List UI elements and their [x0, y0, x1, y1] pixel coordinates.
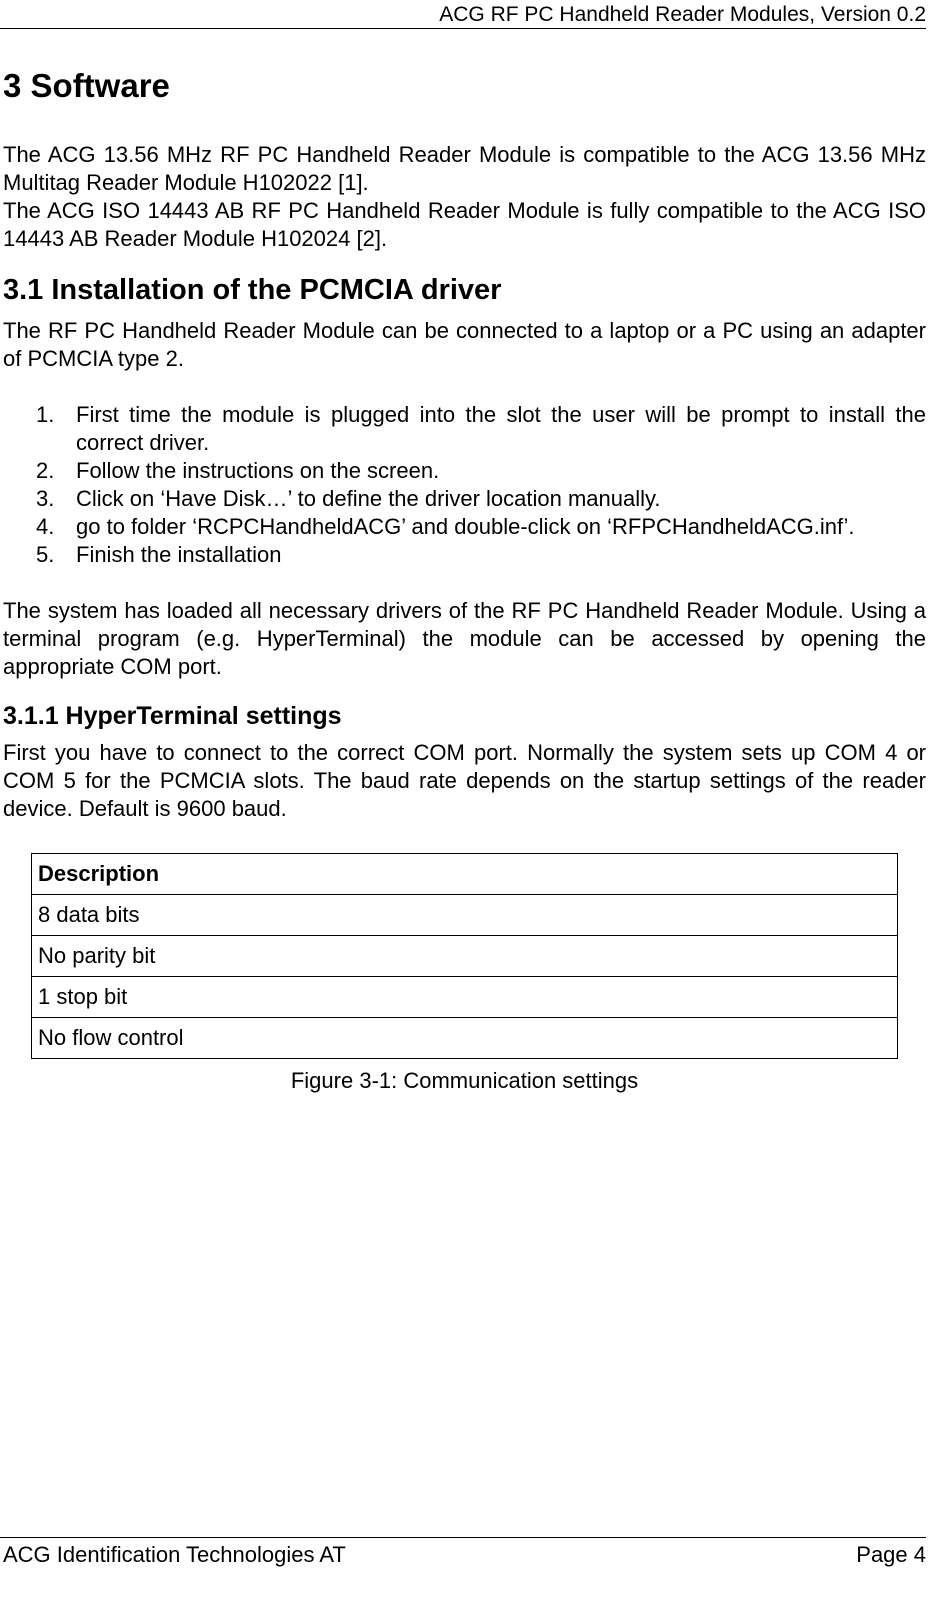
communication-settings-table: [31, 853, 898, 1059]
table-row: No parity bit: [32, 936, 898, 977]
table-row: No flow control: [32, 1018, 898, 1059]
installation-steps-list: [3, 401, 926, 569]
section-heading-software: 3 Software: [3, 67, 170, 104]
list-item: 2. Follow the instructions on the screen.: [36, 458, 440, 483]
header-title: ACG RF PC Handheld Reader Modules, Version 0.2: [439, 3, 926, 26]
paragraph-com-port: First you have to connect to the correct COM port. Normally the system sets up COM 4 or COM 5 for the PCMCIA slots. The baud rate depends on the startup settings of the reader device. Default is 9600 baud.: [3, 740, 926, 821]
table-row: 1 stop bit: [32, 977, 898, 1018]
figure-caption: Figure 3-1: Communication settings: [290, 1068, 639, 1093]
section-heading-pcmcia: 3.1 Installation of the PCMCIA driver: [3, 274, 502, 306]
list-item: 3. Click on ‘Have Disk…’ to define the driver location manually.: [36, 486, 661, 511]
list-item: 4. go to folder ‘RCPCHandheldACG’ and double-click on ‘RFPCHandheldACG.inf’.: [36, 514, 855, 539]
table-header-description: Description: [32, 854, 898, 895]
paragraph-drivers-loaded: The system has loaded all necessary drivers of the RF PC Handheld Reader Module. Using a terminal program (e.g. HyperTerminal) the module can be accessed by opening the appropriate COM port.: [3, 598, 926, 679]
paragraph-compatibility-1: The ACG 13.56 MHz RF PC Handheld Reader Module is compatible to the ACG 13.56 MHz Multitag Reader Module H102022 [1].: [3, 142, 926, 195]
footer-page-number: Page 4: [856, 1542, 926, 1567]
list-item: 5. Finish the installation: [36, 542, 282, 567]
page-header: [0, 0, 926, 29]
section-heading-hyperterminal: 3.1.1 HyperTerminal settings: [3, 702, 342, 730]
paragraph-pcmcia-intro: The RF PC Handheld Reader Module can be connected to a laptop or a PC using an adapter of PCMCIA type 2.: [3, 318, 926, 371]
footer-company: ACG Identification Technologies AT: [3, 1542, 346, 1567]
list-item: 1. First time the module is plugged into the slot the user will be prompt to install the correct driver.: [36, 402, 926, 455]
table-row: 8 data bits: [32, 895, 898, 936]
document-body: [3, 66, 926, 1095]
footer-divider: [0, 1537, 926, 1538]
paragraph-compatibility-2: The ACG ISO 14443 AB RF PC Handheld Reader Module is fully compatible to the ACG ISO 14443 AB Reader Module H102024 [2].: [3, 198, 926, 251]
